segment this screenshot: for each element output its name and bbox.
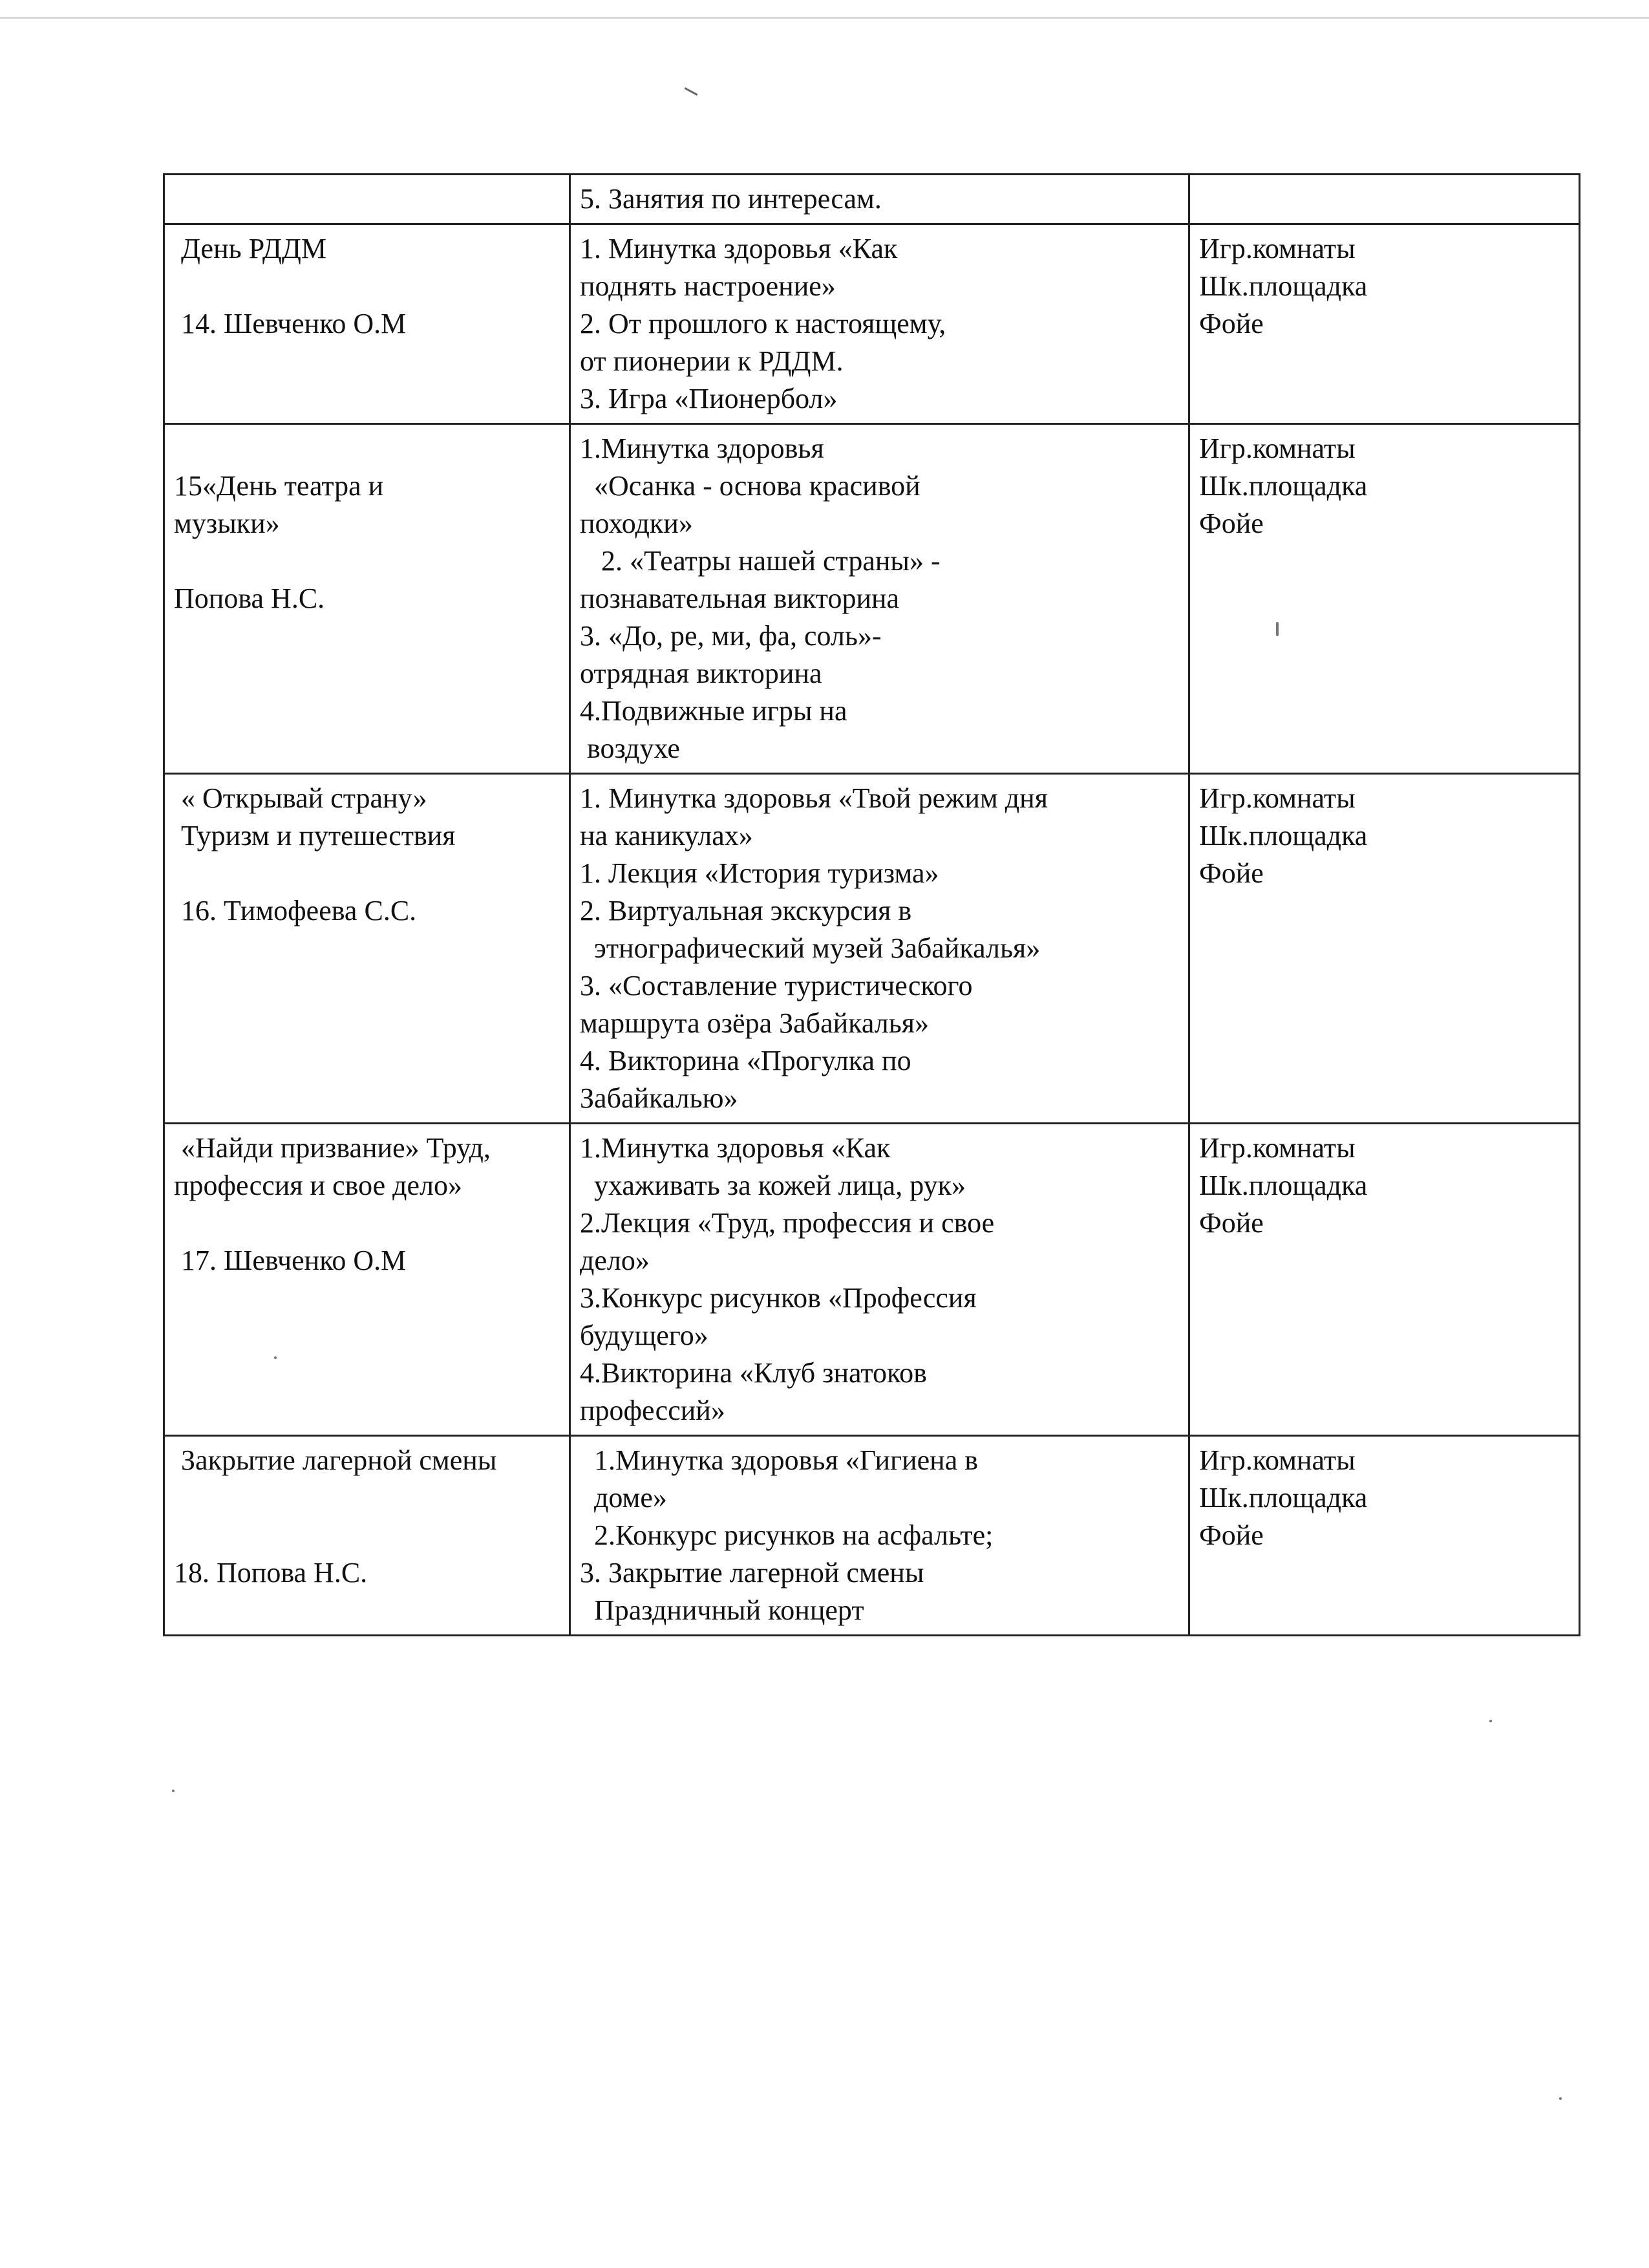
activities-cell-line: будущего»: [580, 1320, 708, 1351]
day-cell: [164, 1436, 570, 1636]
places-cell: [1189, 424, 1580, 774]
places-cell: [1189, 224, 1580, 424]
activities-cell-line: 3. «Составление туристического: [580, 970, 973, 1001]
activities-cell-line: на каникулах»: [580, 820, 753, 851]
activities-cell-line: 1.Минутка здоровья «Как: [580, 1132, 891, 1164]
day-cell: [164, 1124, 570, 1436]
activities-cell-line: 1. Лекция «История туризма»: [580, 857, 939, 889]
activities-cell-line: походки»: [580, 508, 693, 539]
day-cell-line: [174, 430, 560, 467]
activities-cell-line: маршрута озёра Забайкалья»: [580, 1007, 930, 1039]
activities-cell-line: познавательная викторина: [580, 583, 900, 614]
day-cell-line: [174, 542, 560, 580]
activities-cell-line: поднять настроение»: [580, 270, 836, 302]
activities-cell-line: 1.Минутка здоровья «Гигиена в: [580, 1444, 979, 1476]
day-cell-line: [174, 1479, 560, 1517]
activities-cell-line: 2. От прошлого к настоящему,: [580, 308, 946, 339]
scan-speck: [274, 1356, 277, 1359]
activities-cell: [570, 224, 1189, 424]
places-cell-line: Фойе: [1199, 308, 1264, 339]
day-cell-line: Попова Н.С.: [174, 583, 325, 614]
day-cell-line: Туризм и путешествия: [174, 820, 456, 851]
day-cell: [164, 175, 570, 224]
day-cell-line: Закрытие лагерной смены: [174, 1444, 497, 1476]
day-cell-line: [174, 1204, 560, 1242]
day-cell-line: 14. Шевченко О.М: [174, 308, 407, 339]
places-cell: [1189, 774, 1580, 1124]
day-cell-line: [174, 855, 560, 892]
day-cell-line: [174, 268, 560, 305]
table-row: [164, 774, 1580, 1124]
activities-cell-line: 3. Закрытие лагерной смены: [580, 1557, 924, 1589]
day-cell: [164, 424, 570, 774]
places-cell-line: Игр.комнаты: [1199, 1444, 1356, 1476]
activities-cell-line: воздухе: [580, 733, 680, 764]
activities-cell-line: 5. Занятия по интересам.: [580, 183, 882, 215]
activities-cell-line: 1.Минутка здоровья: [580, 433, 824, 464]
day-cell-line: 17. Шевченко О.М: [174, 1245, 407, 1276]
scan-speck: [172, 1790, 175, 1792]
activities-cell-line: 4. Викторина «Прогулка по: [580, 1045, 911, 1076]
activities-cell-line: дело»: [580, 1245, 650, 1276]
activities-cell: [570, 175, 1189, 224]
day-cell-line: 18. Попова Н.С.: [174, 1557, 368, 1589]
scan-mark: [685, 87, 698, 96]
places-cell-line: Фойе: [1199, 508, 1264, 539]
activities-cell-line: «Осанка - основа красивой: [580, 470, 920, 502]
table-row: [164, 224, 1580, 424]
scan-speck: [1489, 1720, 1492, 1722]
day-cell-line: « Открывай страну»: [174, 782, 427, 814]
places-cell-line: Фойе: [1199, 857, 1264, 889]
activities-cell-line: 2.Конкурс рисунков на асфальте;: [580, 1519, 994, 1551]
table-row: [164, 1436, 1580, 1636]
activities-cell-line: 2. Виртуальная экскурсия в: [580, 895, 912, 926]
day-cell-line: [174, 1517, 560, 1554]
schedule-table-body: [164, 175, 1580, 1636]
activities-cell: [570, 1124, 1189, 1436]
activities-cell: [570, 774, 1189, 1124]
activities-cell-line: отрядная викторина: [580, 658, 822, 689]
schedule-table: [163, 173, 1580, 1636]
activities-cell-line: 1. Минутка здоровья «Твой режим дня: [580, 782, 1048, 814]
places-cell-line: Шк.площадка: [1199, 270, 1368, 302]
activities-cell-line: 3. «До, ре, ми, фа, соль»-: [580, 620, 882, 652]
places-cell-line: Шк.площадка: [1199, 1170, 1368, 1201]
activities-cell-line: 3. Игра «Пионербол»: [580, 383, 838, 414]
scan-speck: [1276, 622, 1279, 636]
activities-cell-line: ухаживать за кожей лица, рук»: [580, 1170, 966, 1201]
day-cell-line: профессия и свое дело»: [174, 1170, 463, 1201]
scan-top-edge: [0, 17, 1649, 19]
activities-cell-line: Забайкалью»: [580, 1082, 738, 1114]
activities-cell-line: этнографический музей Забайкалья»: [580, 932, 1041, 964]
day-cell-line: 16. Тимофеева С.С.: [174, 895, 417, 926]
day-cell-line: «Найди призвание» Труд,: [174, 1132, 491, 1164]
places-cell-line: Шк.площадка: [1199, 1482, 1368, 1514]
activities-cell-line: 2.Лекция «Труд, профессия и свое: [580, 1207, 995, 1239]
activities-cell-line: 3.Конкурс рисунков «Профессия: [580, 1282, 977, 1314]
activities-cell-line: 1. Минутка здоровья «Как: [580, 233, 898, 264]
places-cell: [1189, 175, 1580, 224]
activities-cell-line: 4.Викторина «Клуб знатоков: [580, 1357, 927, 1389]
day-cell-line: 15«День театра и: [174, 470, 384, 502]
day-cell-line: музыки»: [174, 508, 280, 539]
places-cell-line: Игр.комнаты: [1199, 233, 1356, 264]
activities-cell-line: 4.Подвижные игры на: [580, 695, 847, 727]
activities-cell-line: Праздничный концерт: [580, 1594, 864, 1626]
table-row: [164, 175, 1580, 224]
places-cell-line: Игр.комнаты: [1199, 782, 1356, 814]
activities-cell-line: от пионерии к РДДМ.: [580, 345, 844, 377]
day-cell: [164, 774, 570, 1124]
activities-cell-line: профессий»: [580, 1395, 725, 1426]
places-cell-line: Шк.площадка: [1199, 820, 1368, 851]
table-row: [164, 424, 1580, 774]
places-cell-line: Игр.комнаты: [1199, 433, 1356, 464]
activities-cell: [570, 1436, 1189, 1636]
scan-speck: [1559, 2097, 1562, 2100]
places-cell: [1189, 1124, 1580, 1436]
day-cell: [164, 224, 570, 424]
table-row: [164, 1124, 1580, 1436]
places-cell: [1189, 1436, 1580, 1636]
places-cell-line: Фойе: [1199, 1519, 1264, 1551]
activities-cell: [570, 424, 1189, 774]
activities-cell-line: доме»: [580, 1482, 667, 1514]
day-cell-line: День РДДМ: [174, 233, 327, 264]
activities-cell-line: 2. «Театры нашей страны» -: [580, 545, 941, 577]
places-cell-line: Игр.комнаты: [1199, 1132, 1356, 1164]
places-cell-line: Фойе: [1199, 1207, 1264, 1239]
places-cell-line: Шк.площадка: [1199, 470, 1368, 502]
